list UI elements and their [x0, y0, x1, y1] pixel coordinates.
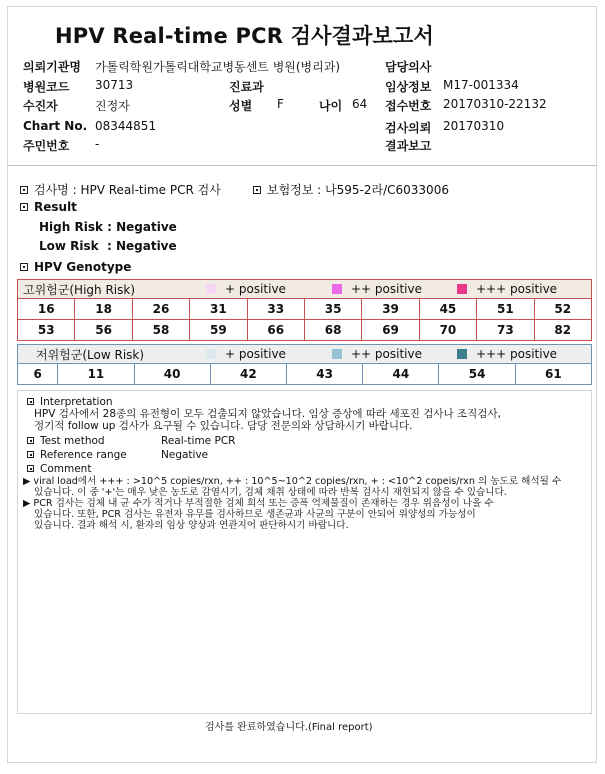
- chart-label: Chart No.: [23, 119, 88, 133]
- reference-line: [27, 450, 127, 461]
- interpretation-line-2: 정기적 follow up 검사가 요구될 수 있습니다. 담당 전문의와 상담하시기 바랍니다.: [34, 420, 413, 432]
- low-risk-genotype-cell: 44: [363, 364, 439, 385]
- high-risk-genotype-cell: 39: [362, 299, 419, 320]
- high-risk-genotype-cell: 73: [477, 320, 534, 341]
- request-date-label: 검사의뢰: [385, 121, 432, 135]
- result-heading: Result: [34, 200, 77, 214]
- low-risk-genotype-cell: 54: [439, 364, 515, 385]
- comment-line-4: 있습니다. 또한, PCR 검사는 유전자 유무를 검사하므로 생존균과 사균의 구분이 안되어 위양성의 가능성이: [34, 509, 476, 520]
- low-plus-label: + positive: [225, 347, 286, 361]
- requesting-org-value: 가톨릭학원가톨릭대학교병동센트 병원(병리과): [95, 60, 341, 74]
- low-risk-title: 저위험군(Low Risk): [36, 348, 145, 362]
- department-label: 진료과: [229, 80, 264, 94]
- method-label: Test method: [40, 435, 105, 447]
- high-risk-genotype-cell: 56: [75, 320, 132, 341]
- low-plusplus-swatch: [332, 349, 342, 359]
- interpretation-heading-line: [27, 397, 113, 408]
- high-risk-genotype-cell: 70: [419, 320, 476, 341]
- comment-heading-line: [27, 464, 91, 475]
- high-risk-row-2: [18, 320, 592, 341]
- high-risk-genotype-cell: 66: [247, 320, 304, 341]
- high-risk-genotype-cell: 45: [419, 299, 476, 320]
- high-risk-result: High Risk : Negative: [39, 220, 177, 234]
- low-risk-result: Low Risk : Negative: [39, 239, 177, 253]
- low-risk-genotype-table: [17, 363, 592, 385]
- requesting-org-label: 의뢰기관명: [23, 60, 81, 74]
- high-plus-swatch: [206, 284, 216, 294]
- hospital-code-value: 30713: [95, 78, 134, 92]
- header-divider: [7, 165, 597, 166]
- bullet-square-icon: [27, 437, 34, 444]
- clinical-info-label: 임상정보: [385, 80, 432, 94]
- rrn-value: -: [95, 137, 100, 151]
- reference-value: Negative: [161, 449, 209, 461]
- final-report-note: 검사를 완료하였습니다.(Final report): [205, 722, 373, 733]
- report-title: HPV Real-time PCR 검사결과보고서: [55, 24, 434, 48]
- high-risk-title: 고위험군(High Risk): [23, 283, 135, 297]
- interpretation-box: [17, 390, 592, 714]
- comment-line-2: 있습니다. 이 중 '+'는 매우 낮은 농도로 감염시기, 검체 채취 상태에 따라 반복 검사시 재현되지 않을 수 있습니다.: [34, 487, 507, 498]
- interpretation-heading: Interpretation: [40, 396, 113, 408]
- low-risk-genotype-cell: 42: [210, 364, 286, 385]
- rrn-label: 주민번호: [23, 139, 70, 153]
- genotype-heading-line: [20, 260, 131, 274]
- genotype-heading: HPV Genotype: [34, 260, 132, 274]
- reference-label: Reference range: [40, 449, 127, 461]
- test-name: 검사명 : HPV Real-time PCR 검사: [34, 183, 221, 197]
- high-risk-genotype-cell: 53: [18, 320, 75, 341]
- high-risk-genotype-cell: 33: [247, 299, 304, 320]
- high-risk-genotype-table: [17, 298, 592, 341]
- high-risk-genotype-cell: 16: [18, 299, 75, 320]
- sex-label: 성별: [229, 99, 253, 113]
- high-plusplus-label: ++ positive: [351, 282, 422, 296]
- low-plusplus-label: ++ positive: [351, 347, 422, 361]
- patient-label: 수진자: [23, 99, 58, 113]
- bullet-square-icon: [20, 186, 28, 194]
- high-risk-genotype-cell: 26: [132, 299, 189, 320]
- low-risk-genotype-cell: 11: [58, 364, 134, 385]
- age-value: 64: [352, 97, 368, 111]
- high-risk-genotype-cell: 52: [534, 299, 591, 320]
- request-date-value: 20170310: [443, 119, 505, 133]
- receipt-value: 20170310-22132: [443, 97, 547, 111]
- high-plusplusplus-label: +++ positive: [476, 282, 558, 296]
- high-plusplus-swatch: [332, 284, 342, 294]
- low-plusplusplus-label: +++ positive: [476, 347, 558, 361]
- hospital-code-label: 병원코드: [23, 80, 70, 94]
- sex-value: F: [277, 97, 284, 111]
- high-risk-genotype-cell: 35: [304, 299, 361, 320]
- high-risk-genotype-cell: 51: [477, 299, 534, 320]
- bullet-square-icon: [27, 398, 34, 405]
- attending-label: 담당의사: [385, 60, 432, 74]
- low-plus-swatch: [206, 349, 216, 359]
- low-risk-genotype-cell: 6: [18, 364, 58, 385]
- method-value: Real-time PCR: [161, 435, 236, 447]
- high-risk-genotype-cell: 58: [132, 320, 189, 341]
- high-plus-label: + positive: [225, 282, 286, 296]
- patient-value: 진정자: [95, 99, 130, 113]
- comment-heading: Comment: [40, 463, 92, 475]
- high-risk-row-1: [18, 299, 592, 320]
- low-risk-row: [18, 364, 592, 385]
- high-risk-header: [17, 279, 592, 298]
- receipt-label: 접수번호: [385, 99, 432, 113]
- method-line: [27, 436, 105, 447]
- high-plusplusplus-swatch: [457, 284, 467, 294]
- bullet-square-icon: [20, 203, 28, 211]
- low-plusplusplus-swatch: [457, 349, 467, 359]
- bullet-square-icon: [20, 263, 28, 271]
- interpretation-line-1: HPV 검사에서 28종의 유전형이 모두 검출되지 않았습니다. 임상 증상에 따라 세포진 검사나 조직검사,: [34, 408, 501, 420]
- clinical-info-value: M17-001334: [443, 78, 519, 92]
- comment-line-5: 있습니다. 결과 해석 시, 환자의 임상 양상과 연관지어 판단하시기 바랍니다.: [34, 520, 349, 531]
- high-risk-genotype-cell: 82: [534, 320, 591, 341]
- result-heading-line: [20, 200, 77, 214]
- high-risk-genotype-cell: 18: [75, 299, 132, 320]
- report-label: 결과보고: [385, 139, 432, 153]
- high-risk-genotype-cell: 31: [190, 299, 247, 320]
- insurance-line: [253, 181, 449, 198]
- insurance-info: 보험정보 : 나595-2라/C6033006: [267, 183, 449, 197]
- high-risk-genotype-cell: 68: [304, 320, 361, 341]
- bullet-square-icon: [253, 186, 261, 194]
- high-risk-genotype-cell: 59: [190, 320, 247, 341]
- comment-line-1: ▶ viral load에서 +++ : >10^5 copies/rxn, ++ : 10^5~10^2 copies/rxn, + : <10^2 copeis/rxn 의 농도로 해석될 수: [23, 476, 562, 487]
- low-risk-genotype-cell: 40: [134, 364, 210, 385]
- test-name-line: [20, 181, 221, 198]
- age-label: 나이: [319, 99, 343, 113]
- chart-value: 08344851: [95, 119, 157, 133]
- low-risk-genotype-cell: 43: [287, 364, 363, 385]
- high-risk-genotype-cell: 69: [362, 320, 419, 341]
- low-risk-header: [17, 344, 592, 363]
- bullet-square-icon: [27, 451, 34, 458]
- bullet-square-icon: [27, 465, 34, 472]
- low-risk-genotype-cell: 61: [515, 364, 591, 385]
- comment-line-3: ▶ PCR 검사는 검체 내 균 수가 적거나 부적절한 검체 희석 또는 증폭 억제물질이 존재하는 경우 위음성이 나올 수: [23, 498, 494, 509]
